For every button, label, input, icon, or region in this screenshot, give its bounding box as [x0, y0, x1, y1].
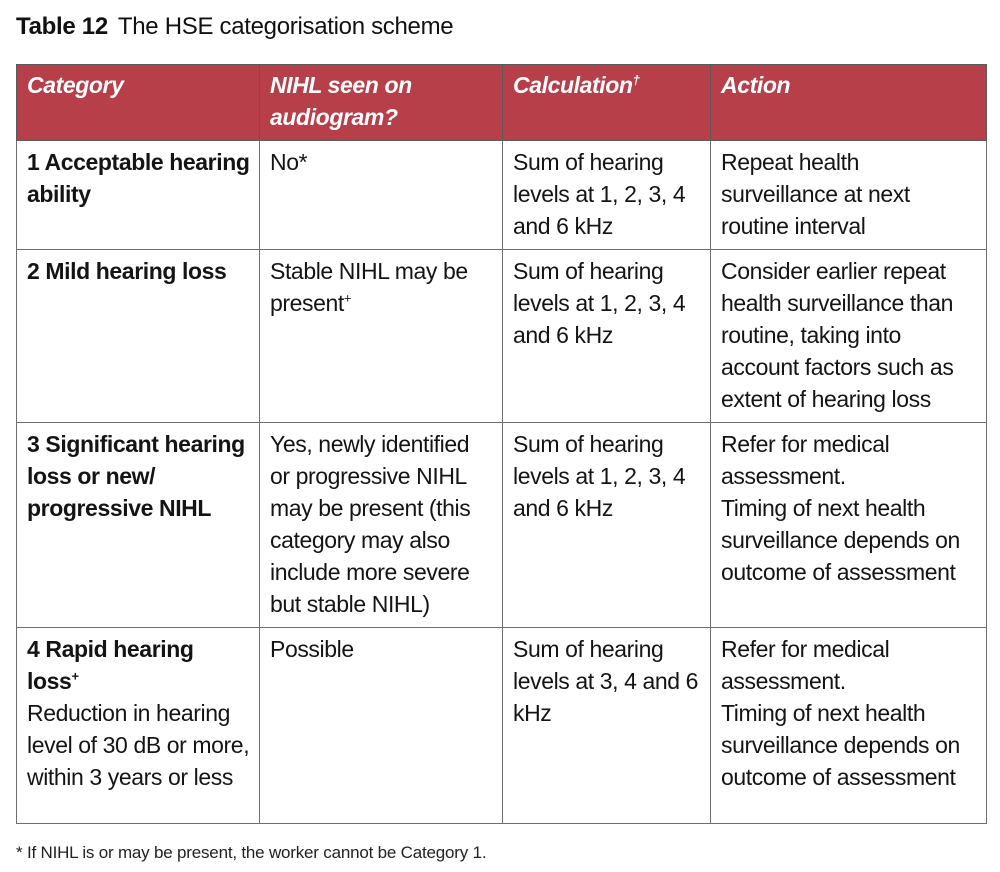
category-cell: 3 Significant hearing loss or new/ progressive NIHL: [17, 423, 260, 628]
header-calculation: [503, 65, 711, 141]
action-line: Timing of next health surveillance depends on outcome of assessment: [721, 495, 960, 585]
calculation-cell: Sum of hearing levels at 1, 2, 3, 4 and 6 kHz: [503, 141, 711, 250]
action-cell: [711, 628, 987, 824]
header-action: Action: [711, 65, 987, 141]
action-line: Refer for medical assessment.: [721, 636, 890, 694]
plus-mark: +: [71, 668, 79, 684]
action-line: Timing of next health surveillance depends on outcome of assessment: [721, 700, 960, 790]
table-row: [17, 423, 987, 628]
table-row: [17, 628, 987, 824]
nihl-cell: Possible: [260, 628, 503, 824]
category-description: Reduction in hearing level of 30 dB or more, within 3 years or less: [27, 700, 250, 790]
table-row: [17, 141, 987, 250]
header-category: Category: [17, 65, 260, 141]
category-cell: 1 Acceptable hearing ability: [17, 141, 260, 250]
calculation-cell: Sum of hearing levels at 1, 2, 3, 4 and 6 kHz: [503, 250, 711, 423]
calculation-cell: Sum of hearing levels at 1, 2, 3, 4 and 6 kHz: [503, 423, 711, 628]
action-line: Refer for medical assessment.: [721, 431, 890, 489]
header-nihl: NIHL seen on audiogram?: [260, 65, 503, 141]
category-cell: [17, 628, 260, 824]
nihl-text: Stable NIHL may be present: [270, 258, 468, 316]
dagger-mark: †: [632, 72, 640, 88]
nihl-cell: Yes, newly identified or progressive NIHL may be present (this category may also include more severe but stable NIHL): [260, 423, 503, 628]
category-text: 4 Rapid hearing loss: [27, 636, 194, 694]
nihl-cell: No*: [260, 141, 503, 250]
footnote: * If NIHL is or may be present, the worker cannot be Category 1.: [16, 843, 487, 862]
table-caption: [16, 12, 453, 42]
calculation-cell: Sum of hearing levels at 3, 4 and 6 kHz: [503, 628, 711, 824]
hse-categorisation-table: [16, 64, 987, 824]
table-title: The HSE categorisation scheme: [117, 13, 454, 40]
plus-mark: +: [343, 290, 352, 306]
action-cell: [711, 423, 987, 628]
header-calculation-label: Calculation: [513, 72, 633, 98]
table-number: Table 12: [16, 13, 108, 40]
category-cell: 2 Mild hearing loss: [17, 250, 260, 423]
table-row: [17, 250, 987, 423]
action-cell: Repeat health surveillance at next routine interval: [711, 141, 987, 250]
nihl-cell: [260, 250, 503, 423]
table-header-row: [17, 65, 987, 141]
action-cell: Consider earlier repeat health surveillance than routine, taking into account factors such as extent of hearing loss: [711, 250, 987, 423]
